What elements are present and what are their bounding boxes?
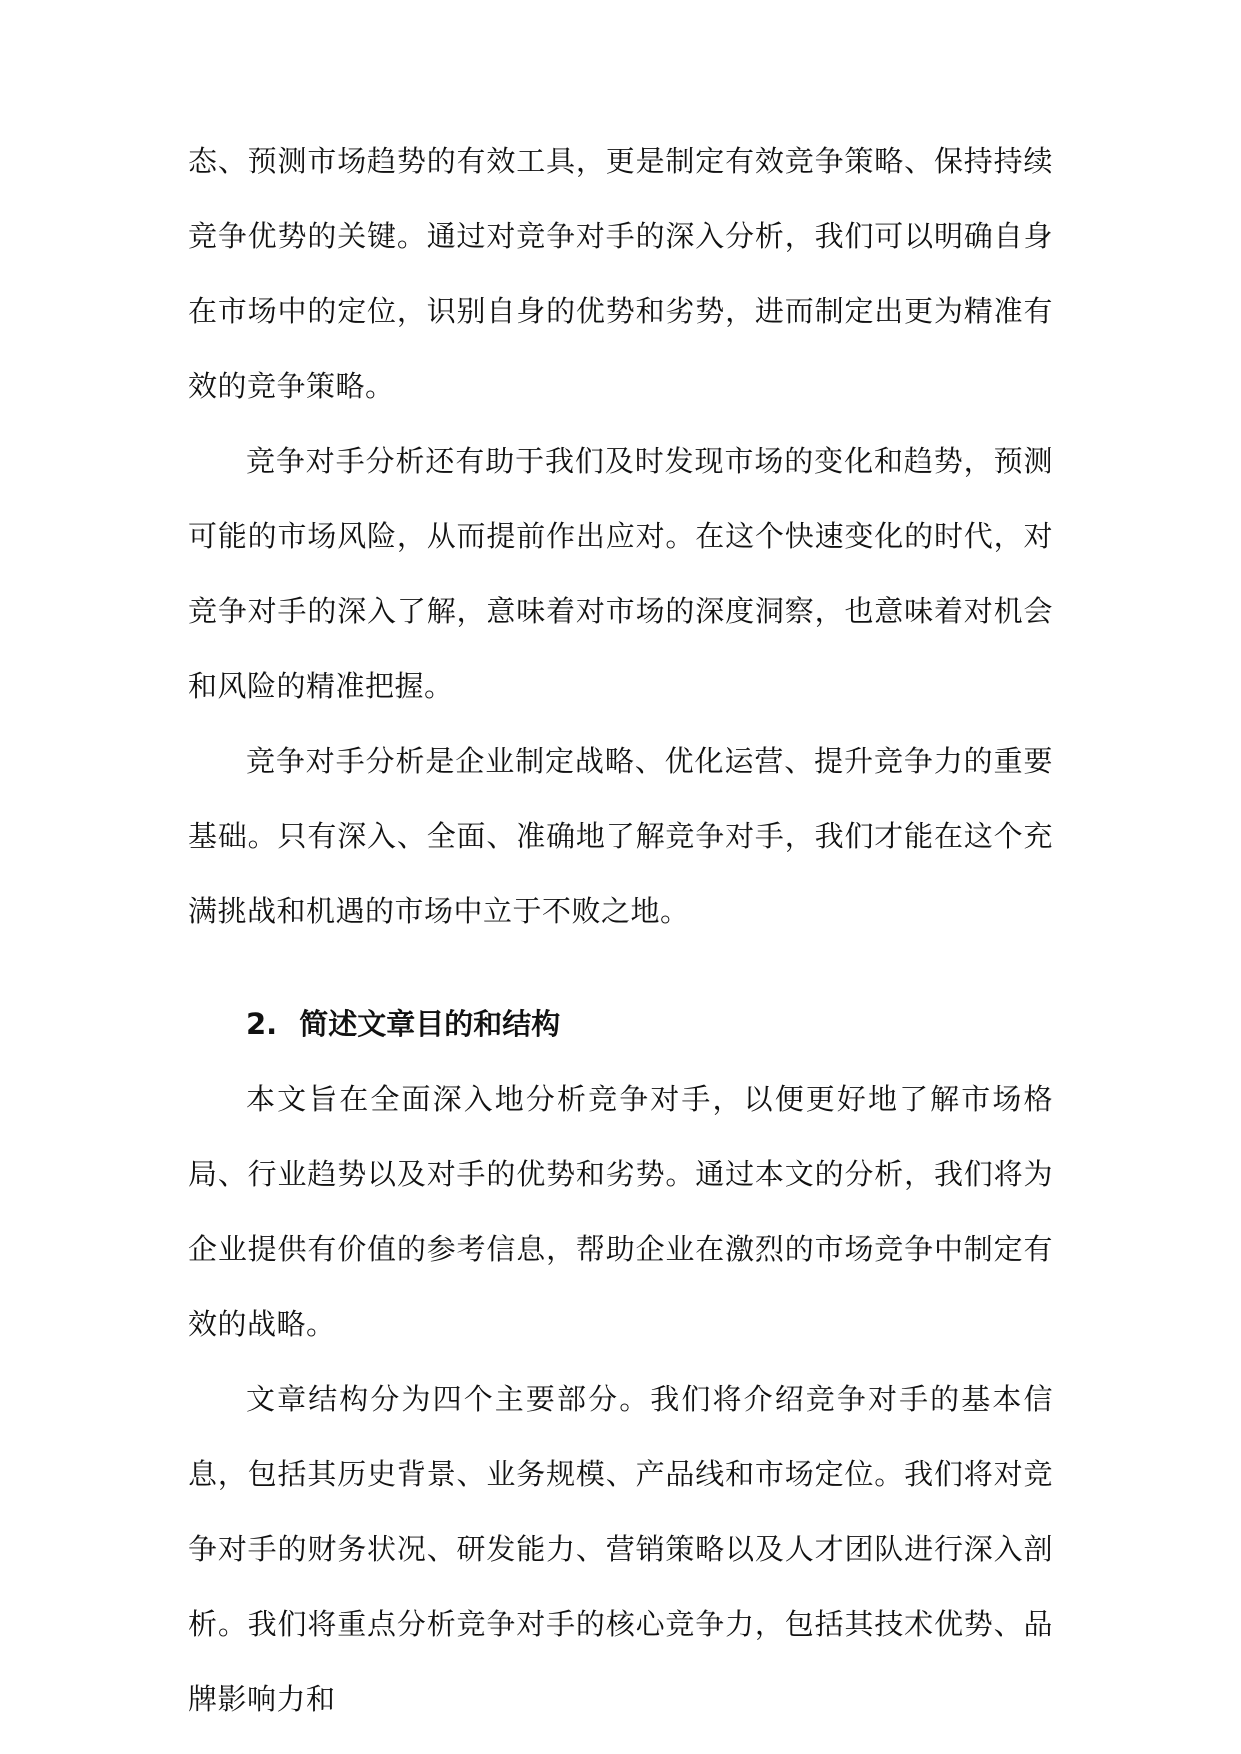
- paragraph-1: 态、预测市场趋势的有效工具，更是制定有效竞争策略、保持持续竞争优势的关键。通过对竞争对手的深入分析，我们可以明确自身在市场中的定位，识别自身的优势和劣势，进而制定出更为精准有效的竞争策略。: [188, 144, 1053, 403]
- section-heading: [188, 987, 1053, 1062]
- paragraph-4: 本文旨在全面深入地分析竞争对手，以便更好地了解市场格局、行业趋势以及对手的优势和劣势。通过本文的分析，我们将为企业提供有价值的参考信息，帮助企业在激烈的市场竞争中制定有效的战略。: [188, 1082, 1053, 1341]
- section-number: 2.: [246, 1007, 278, 1041]
- paragraph-3: 竞争对手分析是企业制定战略、优化运营、提升竞争力的重要基础。只有深入、全面、准确地了解竞争对手，我们才能在这个充满挑战和机遇的市场中立于不败之地。: [188, 744, 1053, 928]
- paragraph-5: 文章结构分为四个主要部分。我们将介绍竞争对手的基本信息，包括其历史背景、业务规模、产品线和市场定位。我们将对竞争对手的财务状况、研发能力、营销策略以及人才团队进行深入剖析。我们将重点分析竞争对手的核心竞争力，包括其技术优势、品牌影响力和: [188, 1382, 1053, 1716]
- document-page: [188, 124, 1053, 1737]
- paragraph-2: 竞争对手分析还有助于我们及时发现市场的变化和趋势，预测可能的市场风险，从而提前作出应对。在这个快速变化的时代，对竞争对手的深入了解，意味着对市场的深度洞察，也意味着对机会和风险的精准把握。: [188, 444, 1053, 703]
- section-title: 简述文章目的和结构: [299, 1007, 561, 1041]
